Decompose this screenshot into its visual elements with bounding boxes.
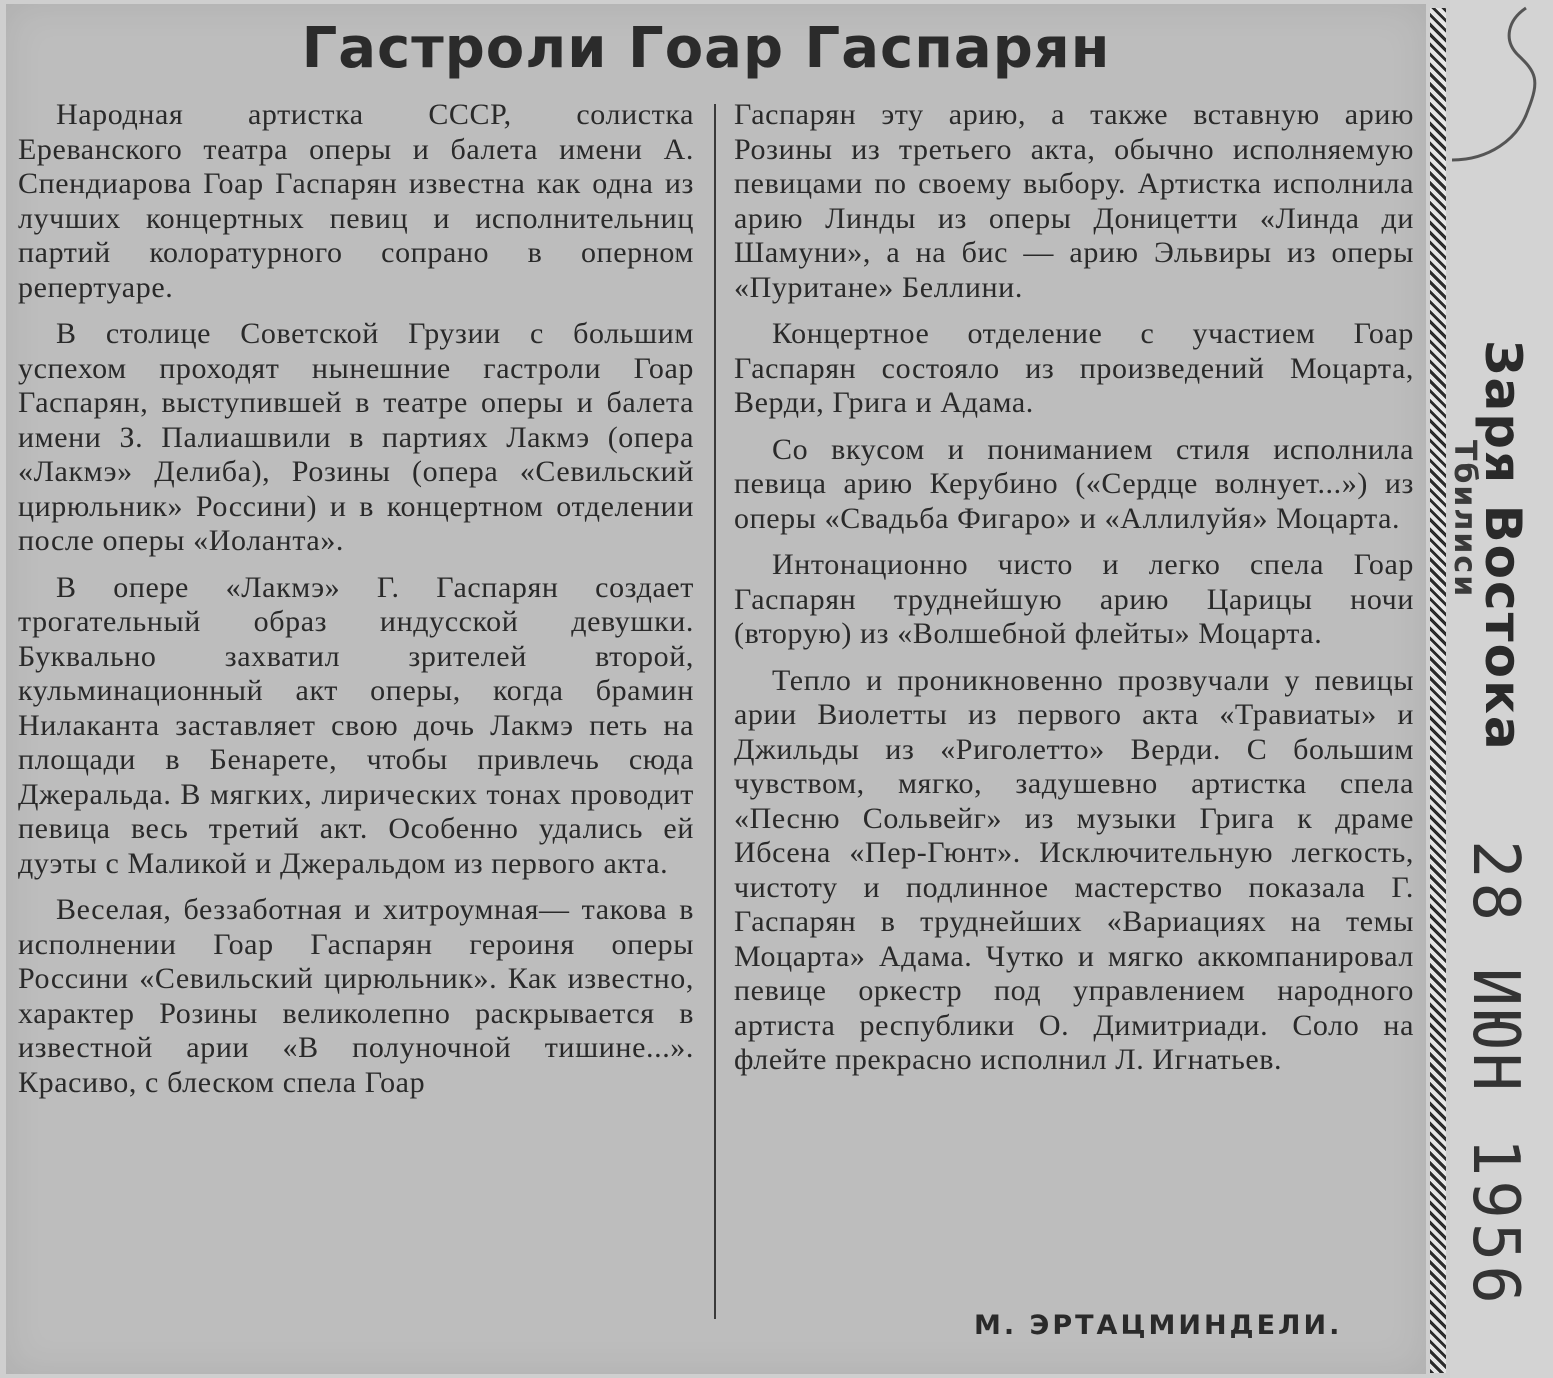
paragraph: В столице Советской Грузии с большим успехом проходят нынешние гастроли Гоар Гаспарян, выступившей в театре оперы и балета имени З. Палиашвили в партиях Лакмэ (опера «Лакмэ» Делиба), Розины (опера «Севильский цирюльник» Россини) и в концертном отделении после оперы «Иоланта». bbox=[18, 317, 694, 557]
date-stamp: 28 ИЮН 1956 bbox=[1458, 840, 1532, 1308]
paragraph: Тепло и проникновенно прозвучали у певицы арии Виолетты из первого акта «Травиаты» и Джильды из «Риголетто» Верди. С большим чувством, мягко, задушевно артистка спела «Песню Сольвейг» из музыки Грига к драме Ибсена «Пер-Гюнт». Исключительную легкость, чистоту и подлинное мастерство показала Г. Гаспарян в труднейших «Вариациях на темы Моцарта» Адама. Чутко и мягко аккомпанировал певице оркестр под управлением народного артиста республики О. Димитриади. Соло на флейте прекрасно исполнил Л. Игнатьев. bbox=[734, 663, 1414, 1076]
paragraph: Интонационно чисто и легко спела Гоар Гаспарян труднейшую арию Царицы ночи (вторую) из «Волшебной флейты» Моцарта. bbox=[734, 548, 1414, 650]
paragraph: Со вкусом и пониманием стиля исполнила певица арию Керубино («Сердце волнует...») из оперы «Свадьба Фигаро» и «Аллилуйя» Моцарта. bbox=[734, 432, 1414, 535]
column-divider bbox=[714, 104, 716, 1319]
paragraph: В опере «Лакмэ» Г. Гаспарян создает трогательный образ индусской девушки. Буквально захватил зрителей второй, кульминационный акт оперы, когда брамин Нилаканта заставляет свою дочь Лакмэ петь на площади в Бенарете, чтобы привлечь сюда Джеральда. В мягких, лирических тонах проводит певица весь третий акт. Особенно удались ей дуэты с Маликой и Джеральдом из первого акта. bbox=[18, 570, 694, 880]
newspaper-clipping bbox=[6, 4, 1426, 1374]
paragraph: Концертное отделение с участием Гоар Гаспарян состояло из произведений Моцарта, Верди, Грига и Адама. bbox=[734, 317, 1414, 419]
paragraph: Веселая, беззаботная и хитроумная— такова в исполнении Гоар Гаспарян героиня оперы Россини «Севильский цирюльник». Как известно, характер Розины великолепно раскрывается в известной арии «В полуночной тишине...». Красиво, с блеском спела Гоар bbox=[18, 893, 694, 1099]
right-column bbox=[734, 98, 1414, 1090]
paragraph: Гаспарян эту арию, а также вставную арию Розины из третьего акта, обычно исполняемую певицами по своему выбору. Артистка исполнила арию Линды из оперы Доницетти «Линда ди Шамуни», а на бис — арию Эльвиры из оперы «Пуритане» Беллини. bbox=[734, 98, 1414, 304]
hatched-border bbox=[1430, 8, 1446, 1373]
paragraph: Народная артистка СССР, солистка Ереванского театра оперы и балета имени А. Спендиарова Гоар Гаспарян известна как одна из лучших концертных певиц и исполнительниц партий колоратурного сопрано в оперном репертуаре. bbox=[18, 98, 694, 304]
newspaper-city: Тбилиси bbox=[1447, 440, 1482, 599]
left-column bbox=[18, 98, 694, 1112]
newspaper-name: Заря Востока bbox=[1474, 340, 1532, 752]
headline: Гастроли Гоар Гаспарян bbox=[301, 16, 1111, 81]
author-signature: М. ЭРТАЦМИНДЕЛИ. bbox=[974, 1310, 1343, 1341]
pen-mark-icon bbox=[1448, 0, 1553, 190]
